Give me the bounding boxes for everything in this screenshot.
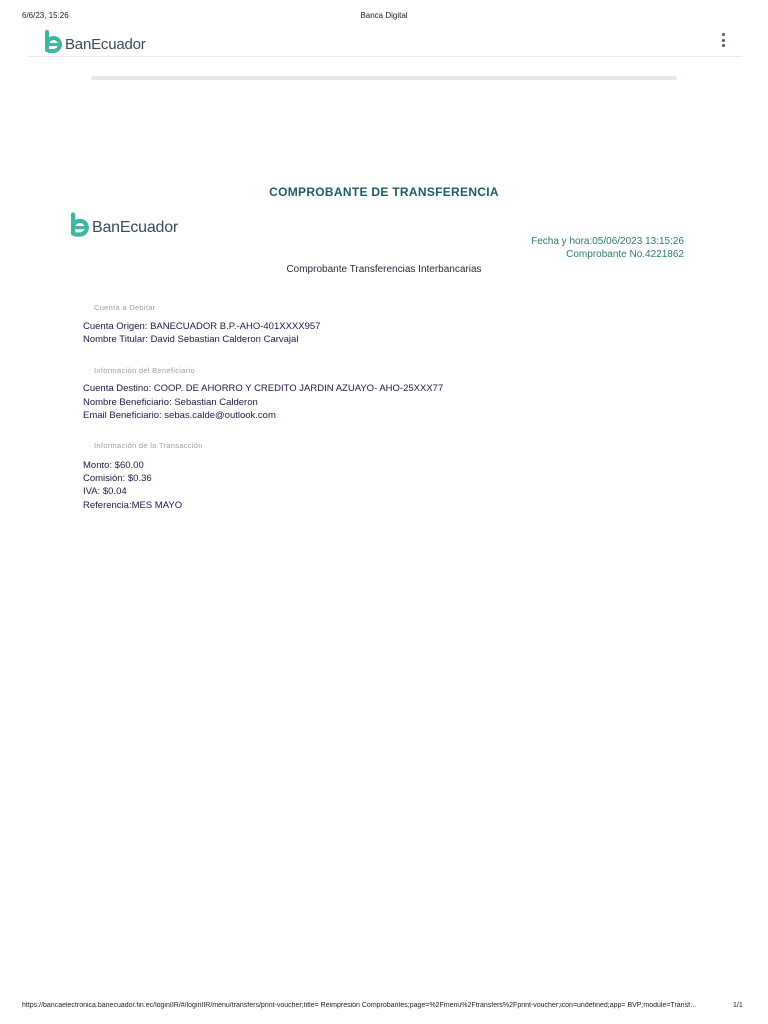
more-options-icon[interactable] xyxy=(720,33,726,47)
commission: Comisión: $0.36 xyxy=(83,473,152,484)
section-label-beneficiary: Información del Beneficiario xyxy=(94,366,195,375)
voucher-datetime: Fecha y hora:05/06/2023 13:15:26 xyxy=(531,236,684,247)
print-datetime: 6/6/23, 15:26 xyxy=(22,11,69,20)
destination-account: Cuenta Destino: COOP. DE AHORRO Y CREDITO JARDIN AZUAYO- AHO-25XXX77 xyxy=(83,383,444,394)
app-brand-name: BanEcuador xyxy=(65,36,146,53)
beneficiary-name: Nombre Beneficiario: Sebastian Calderon xyxy=(83,397,258,408)
amount: Monto: $60.00 xyxy=(83,460,144,471)
tax-iva: IVA: $0.04 xyxy=(83,486,127,497)
reference: Referencia:MES MAYO xyxy=(83,500,183,511)
voucher-number: Comprobante No.4221862 xyxy=(566,249,684,260)
origin-account: Cuenta Origen: BANECUADOR B.P.-AHO-401XXXX957 xyxy=(83,321,321,332)
print-url: https://bancaelectronica.banecuador.fin.ec/loginIIR/#/loginIIR/menu/transfers/print-voucher;title= Reimpresión Comprobantes;page=%2Fmenu%2Ftransfers%2Fprint-voucher;icon=undefined;app= BVP;module=Transf… xyxy=(22,1002,698,1009)
banecuador-logo-icon xyxy=(71,212,90,237)
beneficiary-email: Email Beneficiario: sebas.calde@outlook.com xyxy=(83,410,276,421)
voucher-logo xyxy=(71,212,178,237)
voucher-title: COMPROBANTE DE TRANSFERENCIA xyxy=(269,185,499,199)
account-holder-name: Nombre Titular: David Sebastian Calderon Carvajal xyxy=(83,334,299,345)
section-label-transaction: Información de la Transacción xyxy=(94,441,203,450)
voucher-brand-name: BanEcuador xyxy=(92,219,179,236)
app-logo[interactable] xyxy=(45,30,146,53)
print-page-title: Banca Digital xyxy=(360,11,408,20)
voucher-subtitle: Comprobante Transferencias Interbancarias xyxy=(286,264,482,275)
section-label-debit: Cuenta a Debitar xyxy=(94,303,156,312)
banecuador-logo-icon xyxy=(45,30,63,53)
print-page-number: 1/1 xyxy=(733,1002,743,1009)
content-divider xyxy=(91,76,677,80)
